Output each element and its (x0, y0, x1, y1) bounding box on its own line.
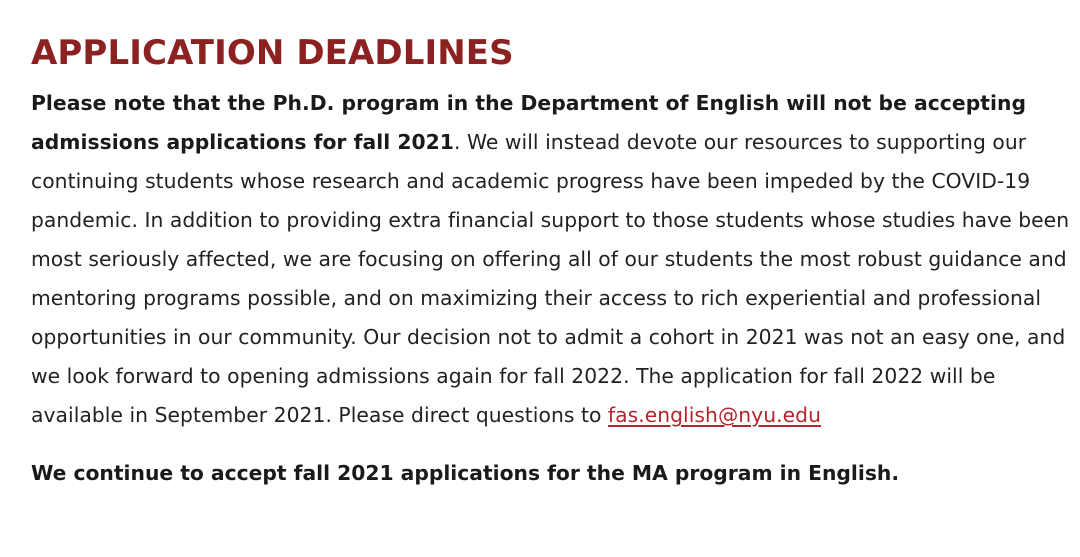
phd-notice-bold: Please note that the Ph.D. program in the Department of English will not be accepting admissions applications for fall 2021 (31, 91, 1027, 154)
phd-notice-paragraph (31, 84, 1076, 435)
email-link[interactable]: fas.english@nyu.edu (607, 403, 821, 427)
main-content (31, 28, 1076, 490)
ma-notice: We continue to accept fall 2021 applications for the MA program in English. (31, 461, 900, 485)
phd-notice-body: . We will instead devote our resources to supporting our continuing students whose research and academic progress have been impeded by the COVID-19 pandemic. In addition to providing extra financial support to those students whose studies have been most seriously affected, we are focusing on offering all of our students the most robust guidance and mentoring programs possible, and on maximizing their access to rich experiential and professional opportunities in our community. Our decision not to admit a cohort in 2021 was not an easy one, and we look forward to opening admissions again for fall 2022. The application for fall 2022 will be available in September 2021. Please direct questions to (31, 130, 1070, 427)
page-heading: APPLICATION DEADLINES (31, 33, 514, 73)
